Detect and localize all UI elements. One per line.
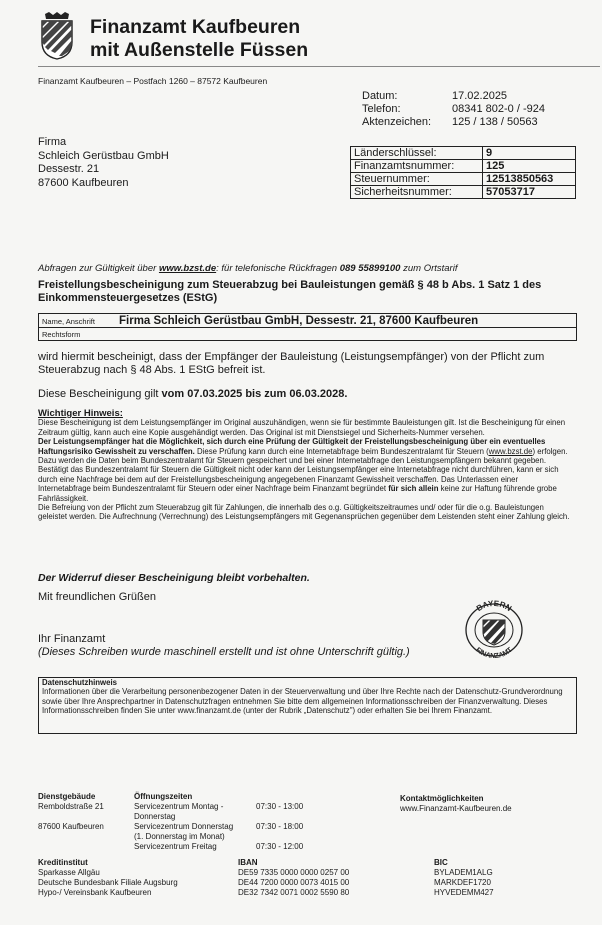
- hours-row: Servicezentrum Montag - 07:30 - 13:00: [134, 802, 304, 811]
- important-notice: [38, 409, 573, 522]
- recipient-address: [38, 136, 169, 190]
- privacy-notice-box: [38, 677, 577, 734]
- legal-form-label: Rechtsform: [42, 330, 81, 339]
- svg-text:FINANZAMT: [474, 646, 514, 660]
- recipient-line: Firma: [38, 136, 67, 148]
- hours-row: Servicezentrum Freitag 07:30 - 12:00: [134, 842, 304, 851]
- name-address-box: [38, 313, 577, 341]
- bavarian-crest-icon: [40, 12, 74, 60]
- privacy-text: Informationen über die Verarbeitung personenbezogener Daten in der Steuerverwaltung und über Ihre Rechte nach der Datenschutz-Grundverordnung sowie über Ihre Ansprechpartner in Datenschutzfragen entnehmen Sie bitte dem allgemeinen Informationsschreiben der Finanzverwaltung. Dieses Informationsschreiben finden Sie unter www.finanzamt.de (unter der Rubrik „Datenschutz") oder erhalten Sie bei Ihrem Finanzamt.: [42, 687, 563, 716]
- svg-text:BAYERN: [475, 600, 514, 613]
- office-title-line1: Finanzamt Kaufbeuren: [90, 16, 301, 38]
- seal-bottom-text: FINANZAMT: [474, 646, 514, 660]
- name-label: Name, Anschrift: [42, 317, 95, 326]
- meta-date: Datum: 17.02.2025: [362, 90, 508, 102]
- revocation-note: Der Widerruf dieser Bescheinigung bleibt vorbehalten.: [38, 572, 310, 584]
- machine-generated-note: (Dieses Schreiben wurde maschinell erstellt und ist ohne Unterschrift gültig.): [38, 646, 410, 658]
- sender-line: Finanzamt Kaufbeuren – Postfach 1260 – 87572 Kaufbeuren: [38, 76, 268, 86]
- id-row: Steuernummer: 12513850563: [351, 173, 576, 186]
- footer-building: Dienstgebäude Remboldstraße 21 87600 Kaufbeuren: [38, 792, 104, 831]
- footer-opening-hours: Öffnungszeiten Servicezentrum Montag - 07:30 - 13:00 Donnerstag Servicezentrum Donnerstag 07:30 - 18:00 (1. Donnerstag im Monat) Servicezentrum Freitag 07:30 - 12:00: [134, 792, 304, 851]
- id-row: Sicherheitsnummer: 57053717: [351, 186, 576, 199]
- recipient-line: Schleich Gerüstbau GmbH: [38, 149, 169, 162]
- office-title: [90, 16, 308, 62]
- notice-title: Wichtiger Hinweis:: [38, 408, 123, 419]
- hours-row: (1. Donnerstag im Monat): [134, 832, 225, 841]
- meta-block: [362, 90, 545, 129]
- footer-banks: Kreditinstitut Sparkasse Allgäu Deutsche Bundesbank Filiale Augsburg Hypo-/ Vereinsbank Kaufbeuren: [38, 858, 178, 897]
- tax-id-box: [350, 146, 576, 199]
- office-name: Ihr Finanzamt: [38, 633, 106, 645]
- header-divider: [38, 66, 600, 67]
- footer-bic: BIC BYLADEM1ALG MARKDEF1720 HYVEDEMM427: [434, 858, 494, 897]
- notice-paragraph: Diese Bescheinigung ist dem Leistungsempfänger im Original auszuhändigen, wenn sie für bestimmte Bauleistungen gilt. Ist die Bescheinigung für einen Zeitraum gültig, kann auch eine Kopie ausgehändigt werden. Das Original ist mit Dienstsiegel und Sicherheits-Nummer versehen.: [38, 418, 566, 437]
- official-seal: [454, 600, 534, 660]
- meta-phone: Telefon: 08341 802-0 / -924: [362, 103, 545, 115]
- notice-paragraph: Die Befreiung von der Pflicht zum Steuerabzug gilt für Zahlungen, die innerhalb des o.g. Gültigkeitszeitraumes und/ oder für die o.g. Bauleistungen geleistet werden. Die Aufrechnung (Verrechnung) des Leistungsempfängers mit Gegenansprüchen gegenüber dem Leistenden steht einer Zahlung gleich.: [38, 503, 570, 522]
- id-row: Finanzamtsnummer: 125: [351, 160, 576, 173]
- document-heading: Freistellungsbescheinigung zum Steuerabzug bei Bauleistungen gemäß § 48 b Abs. 1 Satz 1 des Einkommensteuergesetzes (EStG): [38, 279, 542, 304]
- privacy-title: Datenschutzhinweis: [42, 678, 117, 687]
- company-name-address: Firma Schleich Gerüstbau GmbH, Dessestr. 21, 87600 Kaufbeuren: [119, 315, 479, 327]
- footer-iban: IBAN DE59 7335 0000 0000 0257 00 DE44 7200 0000 0073 4015 00 DE32 7342 0071 0002 5590 80: [238, 858, 350, 897]
- exemption-statement: wird hiermit bescheinigt, dass der Empfänger der Bauleistung (Leistungsempfänger) von der Pflicht zum Steuerabzug nach § 48 Abs. 1 EStG befreit ist.: [38, 351, 545, 376]
- footer-contact: Kontaktmöglichkeiten www.Finanzamt-Kaufbeuren.de: [400, 794, 512, 813]
- notice-paragraph: Der Leistungsempfänger hat die Möglichkeit, sich durch eine Prüfung der Gültigkeit der Freistellungsbescheinigung über ein eventuelles Haftungsrisiko Gewissheit zu verschaffen. Diese Prüfung kann durch eine Internetabfrage beim Bundeszentralamt für Steuern (www.bzst.de) erfolgen. Dazu werden die Daten beim Bundeszentralamt für Steuern gespeichert und bei einer Internetabfrage den Leistungsempfängern bekannt gegeben. Bestätigt das Bundeszentralamt für Steuern die Gültigkeit nicht oder kann der Leistungsempfänger eine Internetabfrage nicht durchführen, kann er sich durch eine Nachfrage bei dem auf der Freistellungsbescheinigung angegebenen Finanzamt Gewissheit verschaffen. Das Unterlassen einer Internetabfrage beim Bundeszentralamt für Steuern oder einer Nachfrage beim Finanzamt begründet für sich allein keine zur Haftung führende grobe Fahrlässigkeit.: [38, 437, 568, 503]
- office-signoff: [38, 633, 410, 659]
- closing: Mit freundlichen Grüßen: [38, 591, 156, 603]
- recipient-line: 87600 Kaufbeuren: [38, 176, 129, 189]
- validity-check-hint: Abfragen zur Gültigkeit über www.bzst.de: für telefonische Rückfragen 089 55899100 zum Ortstarif: [38, 263, 458, 274]
- office-title-line2: mit Außenstelle Füssen: [90, 39, 309, 61]
- validity-period: Diese Bescheinigung gilt vom 07.03.2025 bis zum 06.03.2028.: [38, 388, 348, 400]
- website-link[interactable]: www.Finanzamt-Kaufbeuren.de: [400, 804, 512, 813]
- hours-row: Donnerstag: [134, 812, 176, 821]
- id-row: Länderschlüssel: 9: [351, 147, 576, 160]
- bzst-link[interactable]: www.bzst.de: [158, 263, 217, 274]
- seal-top-text: BAYERN: [474, 600, 514, 614]
- hours-row: Servicezentrum Donnerstag 07:30 - 18:00: [134, 822, 304, 831]
- meta-file-number: Aktenzeichen: 125 / 138 / 50563: [362, 116, 538, 128]
- recipient-line: Dessestr. 21: [38, 163, 100, 175]
